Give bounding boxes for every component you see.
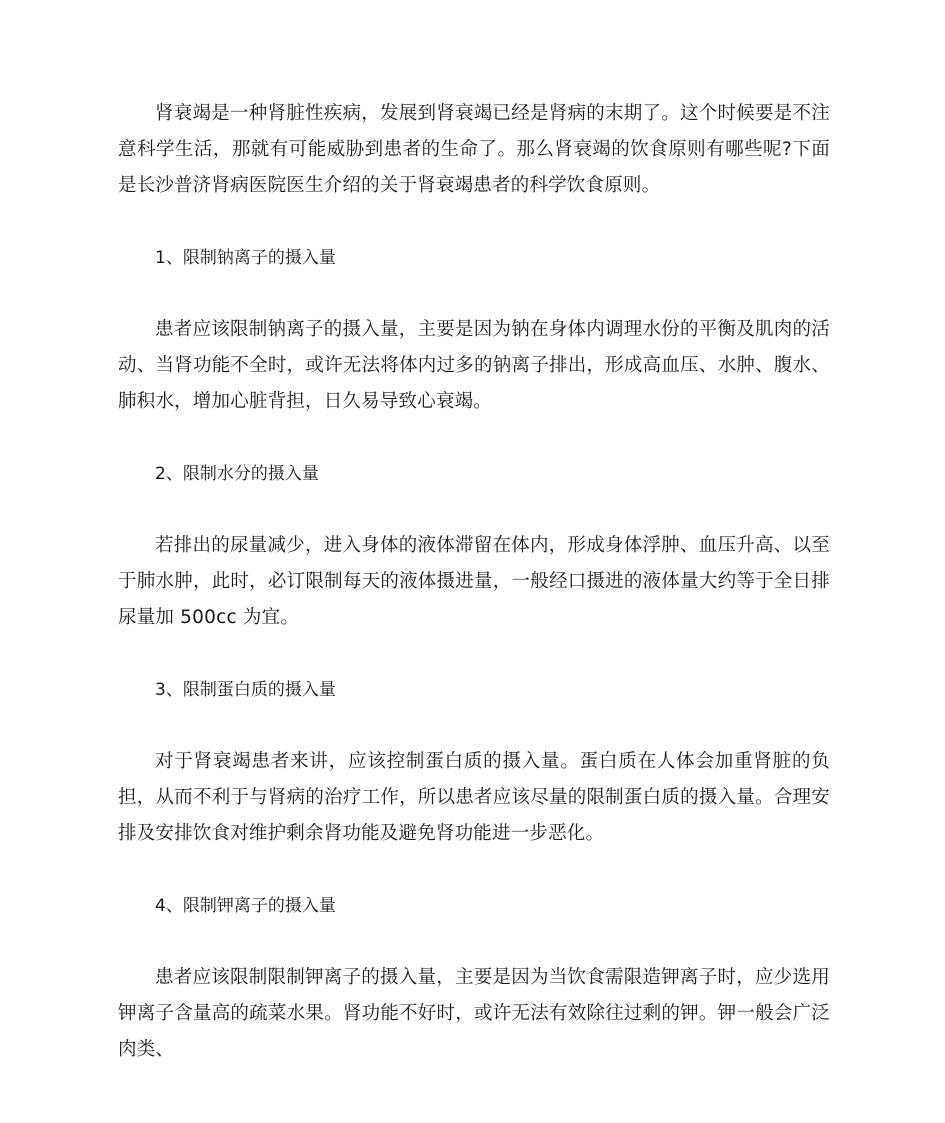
spacer (118, 852, 830, 888)
section-body-1: 患者应该限制钠离子的摄入量，主要是因为钠在身体内调理水份的平衡及肌肉的活动、当肾功能不全时，或许无法将体内过多的钠离子排出，形成高血压、水肿、腹水、肺积水，增加心脏背担，日久易导致心衰竭。 (118, 319, 830, 412)
spacer (118, 708, 830, 744)
spacer (118, 420, 830, 456)
section-body-3: 对于肾衰竭患者来讲，应该控制蛋白质的摄入量。蛋白质在人体会加重肾脏的负担，从而不利于与肾病的治疗工作，所以患者应该尽量的限制蛋白质的摄入量。合理安排及安排饮食对维护剩余肾功能及避免肾功能进一步恶化。 (118, 751, 830, 844)
spacer (118, 492, 830, 528)
section-body-4: 患者应该限制限制钾离子的摄入量，主要是因为当饮食需限造钾离子时，应少选用钾离子含量高的疏菜水果。肾功能不好时，或许无法有效除往过剩的钾。钾一般会广泛肉类、 (118, 967, 830, 1060)
section-body-2: 若排出的尿量减少，进入身体的液体滞留在体内，形成身体浮肿、血压升高、以至于肺水肿，此时，必订限制每天的液体摄进量，一般经口摄进的液体量大约等于全日排尿量加 500cc 为宜。 (118, 535, 830, 628)
document-page (118, 96, 830, 1068)
spacer (118, 276, 830, 312)
section-heading-2: 2、限制水分的摄入量 (155, 464, 319, 484)
section-heading-3: 3、限制蛋白质的摄入量 (155, 680, 336, 700)
spacer (118, 924, 830, 960)
section-heading-4: 4、限制钾离子的摄入量 (155, 896, 336, 916)
spacer (118, 636, 830, 672)
intro-paragraph: 肾衰竭是一种肾脏性疾病，发展到肾衰竭已经是肾病的末期了。这个时候要是不注意科学生活，那就有可能威胁到患者的生命了。那么肾衰竭的饮食原则有哪些呢?下面是长沙普济肾病医院医生介绍的关于肾衰竭患者的科学饮食原则。 (118, 103, 830, 196)
section-heading-1: 1、限制钠离子的摄入量 (155, 248, 336, 268)
spacer (118, 204, 830, 240)
